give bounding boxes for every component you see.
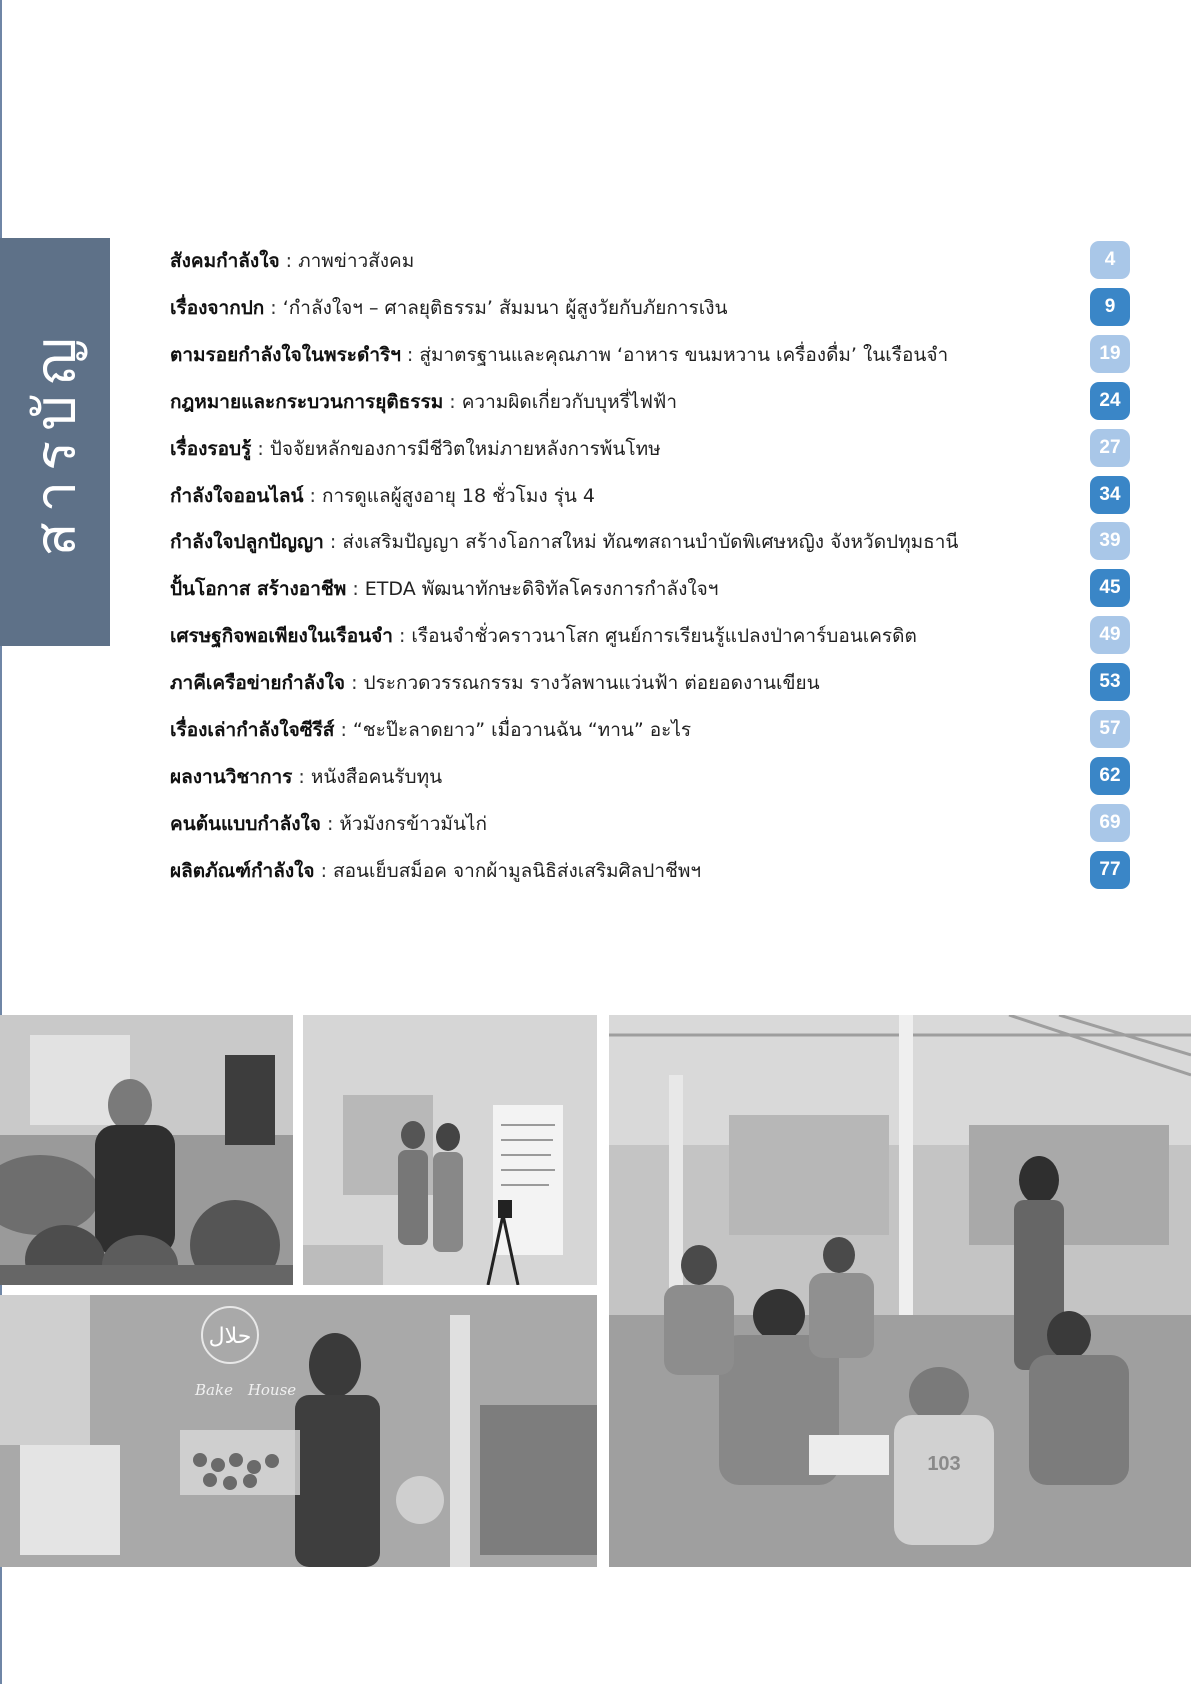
toc-section-name: เรื่องเล่ากำลังใจซีรีส์ xyxy=(170,719,335,741)
toc-entry[interactable] xyxy=(170,569,1130,609)
photo-speaker-with-microphone xyxy=(0,1015,293,1285)
page-number-badge[interactable]: 24 xyxy=(1090,382,1130,420)
page-number-badge[interactable]: 77 xyxy=(1090,851,1130,889)
toc-separator: : xyxy=(320,812,340,835)
page-number-badge[interactable]: 49 xyxy=(1090,616,1130,654)
toc-entry-text xyxy=(170,765,442,789)
toc-section-name: สังคมกำลังใจ xyxy=(170,250,280,272)
page-number-badge[interactable]: 62 xyxy=(1090,757,1130,795)
toc-section-name: กฎหมายและกระบวนการยุติธรรม xyxy=(170,390,444,413)
toc-section-name: เรื่องจากปก xyxy=(170,296,265,319)
toc-section-name: กำลังใจปลูกปัญญา xyxy=(170,531,324,554)
toc-entry-text xyxy=(170,718,691,742)
page-number-badge[interactable]: 34 xyxy=(1090,476,1130,514)
toc-section-name: ผลิตภัณฑ์กำลังใจ xyxy=(170,859,315,882)
toc-section-name: ภาคีเครือข่ายกำลังใจ xyxy=(170,672,346,695)
toc-separator: : xyxy=(279,250,299,272)
photo-bake-house-worker xyxy=(0,1295,597,1567)
toc-entry-text xyxy=(170,812,487,836)
toc-entry-text xyxy=(170,577,718,601)
toc-separator: : xyxy=(251,437,270,460)
toc-separator: : xyxy=(314,859,334,882)
toc-article-title: สอนเย็บสม็อค จากผ้ามูลนิธิส่งเสริมศิลปาชีพฯ xyxy=(333,859,702,882)
toc-entry-text xyxy=(170,296,728,320)
toc-entry-text xyxy=(170,530,958,554)
toc-entry-text xyxy=(170,624,917,648)
toc-entry[interactable] xyxy=(170,288,1130,328)
page-number-badge[interactable]: 53 xyxy=(1090,663,1130,701)
toc-separator: : xyxy=(334,719,353,741)
toc-entry-text xyxy=(170,390,677,414)
toc-entry[interactable] xyxy=(170,522,1130,562)
toc-article-title: ความผิดเกี่ยวกับบุหรี่ไฟฟ้า xyxy=(461,390,678,413)
shirt-number: 103 xyxy=(927,1453,961,1475)
toc-entry-text xyxy=(170,484,595,508)
toc-article-title: หนังสือคนรับทุน xyxy=(310,765,443,788)
toc-entry[interactable] xyxy=(170,335,1130,375)
photo-group-activity xyxy=(609,1015,1191,1567)
page-number-badge[interactable]: 4 xyxy=(1090,241,1130,279)
toc-section-name: เศรษฐกิจพอเพียงในเรือนจำ xyxy=(170,625,393,648)
toc-article-title: ส่งเสริมปัญญา สร้างโอกาสใหม่ ทัณฑสถานบำบัดพิเศษหญิง จังหวัดปทุมธานี xyxy=(342,531,959,554)
bake-sign-left: Bake xyxy=(195,1381,233,1399)
toc-entry-text xyxy=(170,859,701,883)
toc-article-title: ห้วมังกรข้าวมันไก่ xyxy=(339,812,487,835)
page-number-badge[interactable]: 27 xyxy=(1090,429,1130,467)
toc-entry[interactable] xyxy=(170,241,1130,281)
toc-article-title: เรือนจำชั่วคราวนาโสก ศูนย์การเรียนรู้แปลงป่าคาร์บอนเครดิต xyxy=(411,625,917,648)
toc-entry[interactable] xyxy=(170,804,1130,844)
toc-section-name: ปั้นโอกาส สร้างอาชีพ xyxy=(170,578,347,601)
toc-entry[interactable] xyxy=(170,382,1130,422)
page-number-badge[interactable]: 39 xyxy=(1090,522,1130,560)
toc-section-name: กำลังใจออนไลน์ xyxy=(170,484,304,507)
toc-article-title: ภาพข่าวสังคม xyxy=(298,250,415,272)
toc-separator: : xyxy=(323,531,343,554)
toc-separator: : xyxy=(303,484,322,507)
contents-side-tab xyxy=(0,238,110,646)
toc-separator: : xyxy=(443,390,462,413)
toc-entry[interactable] xyxy=(170,616,1130,656)
toc-article-title: “ชะป๊ะลาดยาว” เมื่อวานฉัน “ทาน” อะไร xyxy=(352,719,692,741)
page-number-badge[interactable]: 19 xyxy=(1090,335,1130,373)
toc-article-title: การดูแลผู้สูงอายุ 18 ชั่วโมง รุ่น 4 xyxy=(322,484,596,507)
halal-sign: حلال xyxy=(208,1324,252,1349)
toc-article-title: สู่มาตรฐานและคุณภาพ ‘อาหาร ขนมหวาน เครื่องดื่ม’ ในเรือนจำ xyxy=(419,343,949,366)
toc-article-title: ETDA พัฒนาทักษะดิจิทัลโครงการกำลังใจฯ xyxy=(364,578,719,601)
bake-sign-right: House xyxy=(247,1381,297,1399)
toc-separator: : xyxy=(345,672,364,695)
toc-entry[interactable] xyxy=(170,663,1130,703)
toc-separator: : xyxy=(346,578,365,601)
toc-separator: : xyxy=(292,765,311,788)
toc-separator: : xyxy=(264,296,283,319)
toc-article-title: ประกวดวรรณกรรม รางวัลพานแว่นฟ้า ต่อยอดงานเขียน xyxy=(363,672,820,695)
toc-section-name: คนต้นแบบกำลังใจ xyxy=(170,812,321,835)
toc-entry[interactable] xyxy=(170,710,1130,750)
page-number-badge[interactable]: 9 xyxy=(1090,288,1130,326)
toc-separator: : xyxy=(392,625,412,648)
toc-section-name: ผลงานวิชาการ xyxy=(170,765,293,788)
toc-section-name: ตามรอยกำลังใจในพระดำริฯ xyxy=(170,343,401,366)
page-number-badge[interactable]: 45 xyxy=(1090,569,1130,607)
page-number-badge[interactable]: 57 xyxy=(1090,710,1130,748)
toc-entry-text xyxy=(170,671,820,695)
toc-entry-text xyxy=(170,249,414,273)
toc-entry[interactable] xyxy=(170,429,1130,469)
toc-section-name: เรื่องรอบรู้ xyxy=(170,437,252,460)
contents-heading: สารบัญ xyxy=(23,327,89,557)
toc-entry[interactable] xyxy=(170,476,1130,516)
toc-entry-text xyxy=(170,437,661,461)
toc-entry[interactable] xyxy=(170,851,1130,891)
toc-separator: : xyxy=(400,343,420,366)
toc-article-title: ปัจจัยหลักของการมีชีวิตใหม่ภายหลังการพ้นโทษ xyxy=(269,437,661,460)
toc-entry[interactable] xyxy=(170,757,1130,797)
toc-entry-text xyxy=(170,343,948,367)
toc-article-title: ‘กำลังใจฯ – ศาลยุติธรรม’ สัมมนา ผู้สูงวัยกับภัยการเงิน xyxy=(282,296,728,319)
page-number-badge[interactable]: 69 xyxy=(1090,804,1130,842)
photo-presentation-flipchart xyxy=(303,1015,597,1285)
